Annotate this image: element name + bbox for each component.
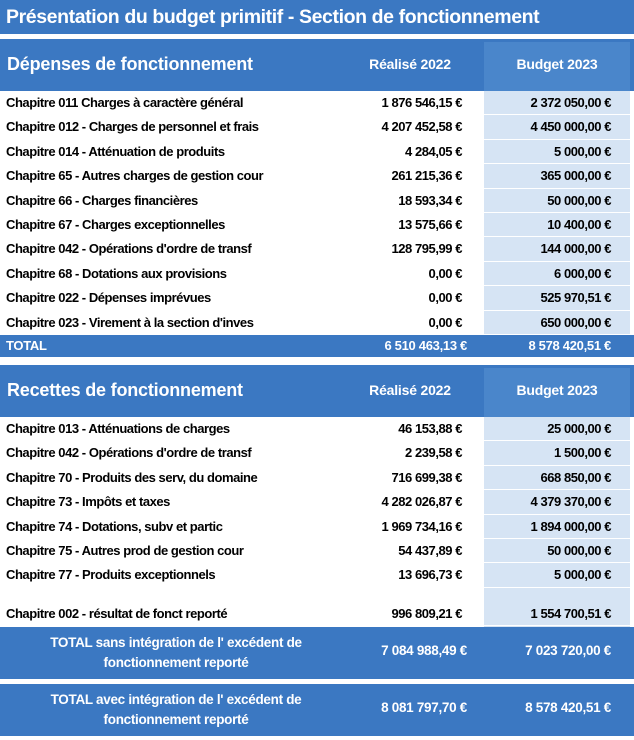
col-realise-header: Réalisé 2022 (369, 56, 451, 72)
table-row (0, 140, 634, 164)
row-budget: 650 000,00 € (540, 314, 611, 330)
row-budget: 1 554 700,51 € (530, 605, 611, 621)
table-row (0, 417, 634, 441)
row-realise: 2 239,58 € (405, 445, 462, 461)
row-label: Chapitre 67 - Charges exceptionnelles (6, 216, 225, 232)
row-realise: 0,00 € (428, 290, 462, 306)
depenses-heading: Dépenses de fonctionnement (7, 54, 253, 74)
row-realise: 4 284,05 € (405, 143, 462, 159)
total-sans-realise: 7 084 988,49 € (381, 643, 467, 658)
total-avec-label (6, 690, 346, 730)
row-realise: 46 153,88 € (398, 421, 462, 436)
row-budget: 525 970,51 € (540, 290, 611, 306)
row-label: Chapitre 023 - Virement à la section d'inves (6, 314, 254, 330)
total-sans-budget: 7 023 720,00 € (525, 643, 611, 658)
col-budget-header: Budget 2023 (516, 56, 598, 72)
depenses-total-row (0, 335, 634, 357)
row-budget: 5 000,00 € (554, 567, 611, 583)
table-row (0, 213, 634, 237)
row-label: Chapitre 73 - Impôts et taxes (6, 494, 170, 510)
depenses-rows (0, 91, 634, 335)
table-row (0, 441, 634, 465)
row-label: Chapitre 75 - Autres prod de gestion cour (6, 542, 244, 558)
row-realise: 54 437,89 € (398, 542, 462, 558)
table-row (0, 115, 634, 139)
spacer-row (0, 588, 634, 602)
row-realise: 18 593,34 € (398, 192, 462, 208)
row-budget: 365 000,00 € (540, 168, 611, 184)
table-row (0, 466, 634, 490)
page-title: Présentation du budget primitif - Section de fonctionnement (0, 0, 634, 34)
table-row (0, 539, 634, 563)
row-budget: 10 400,00 € (547, 216, 611, 232)
row-budget: 144 000,00 € (540, 241, 611, 257)
row-label: Chapitre 042 - Opérations d'ordre de transf (6, 241, 252, 257)
row-realise: 716 699,38 € (391, 469, 462, 485)
table-row (0, 237, 634, 261)
total-sans-label-line2: fonctionnement reporté (103, 655, 249, 670)
row-budget: 4 379 370,00 € (530, 494, 611, 510)
col-realise-header: Réalisé 2022 (369, 382, 451, 398)
total-label: TOTAL (6, 337, 47, 353)
table-row (0, 262, 634, 286)
table-row (0, 286, 634, 310)
depenses-header (0, 38, 634, 91)
row-realise: 4 207 452,58 € (381, 119, 462, 135)
row-label: Chapitre 65 - Autres charges de gestion cour (6, 168, 264, 184)
row-budget: 5 000,00 € (554, 143, 611, 159)
total-avec-realise: 8 081 797,70 € (381, 700, 467, 715)
total-avec-label-line1: TOTAL avec intégration de l' excédent de (50, 692, 302, 707)
row-realise: 0,00 € (428, 265, 462, 281)
row-label: Chapitre 042 - Opérations d'ordre de transf (6, 445, 252, 461)
report-row (0, 602, 634, 626)
row-label: Chapitre 66 - Charges financières (6, 192, 198, 208)
row-budget: 6 000,00 € (554, 265, 611, 281)
row-budget: 50 000,00 € (547, 542, 611, 558)
table-row (0, 563, 634, 587)
row-budget: 2 372 050,00 € (530, 95, 611, 110)
row-budget: 50 000,00 € (547, 192, 611, 208)
table-row (0, 490, 634, 514)
table-row (0, 189, 634, 213)
recettes-header (0, 364, 634, 417)
table-row (0, 164, 634, 188)
row-label: Chapitre 011 Charges à caractère général (6, 95, 244, 110)
total-avec-budget: 8 578 420,51 € (525, 700, 611, 715)
row-realise: 1 876 546,15 € (381, 95, 462, 110)
row-label: Chapitre 014 - Atténuation de produits (6, 143, 225, 159)
total-avec-label-line2: fonctionnement reporté (103, 712, 249, 727)
row-budget: 1 500,00 € (554, 445, 611, 461)
total-sans-label (6, 633, 346, 673)
row-label: Chapitre 013 - Atténuations de charges (6, 421, 230, 436)
row-label: Chapitre 012 - Charges de personnel et frais (6, 119, 259, 135)
row-realise: 128 795,99 € (391, 241, 462, 257)
recettes-rows (0, 417, 634, 632)
row-label: Chapitre 77 - Produits exceptionnels (6, 567, 216, 583)
row-label: Chapitre 002 - résultat de fonct reporté (6, 605, 228, 621)
row-realise: 13 575,66 € (398, 216, 462, 232)
row-label: Chapitre 68 - Dotations aux provisions (6, 265, 227, 281)
row-realise: 261 215,36 € (391, 168, 462, 184)
row-realise: 1 969 734,16 € (381, 518, 462, 534)
row-label: Chapitre 022 - Dépenses imprévues (6, 290, 211, 306)
row-label: Chapitre 70 - Produits des serv, du domaine (6, 469, 258, 485)
depenses-section (0, 38, 634, 357)
table-row (0, 311, 634, 335)
table-row (0, 515, 634, 539)
row-realise: 996 809,21 € (391, 605, 462, 621)
col-budget-header: Budget 2023 (516, 382, 598, 398)
recettes-heading: Recettes de fonctionnement (7, 380, 243, 400)
total-sans-excedent-row (0, 627, 634, 679)
total-budget: 8 578 420,51 € (528, 337, 611, 353)
recettes-section (0, 364, 634, 632)
row-realise: 4 282 026,87 € (381, 494, 462, 510)
row-label: Chapitre 74 - Dotations, subv et partic (6, 518, 223, 534)
row-realise: 0,00 € (428, 314, 462, 330)
row-budget: 1 894 000,00 € (530, 518, 611, 534)
total-sans-label-line1: TOTAL sans intégration de l' excédent de (50, 635, 302, 650)
row-budget: 25 000,00 € (547, 421, 611, 436)
row-budget: 4 450 000,00 € (530, 119, 611, 135)
total-avec-excedent-row (0, 684, 634, 736)
row-realise: 13 696,73 € (398, 567, 462, 583)
total-realise: 6 510 463,13 € (384, 337, 467, 353)
table-row (0, 91, 634, 115)
row-budget: 668 850,00 € (540, 469, 611, 485)
